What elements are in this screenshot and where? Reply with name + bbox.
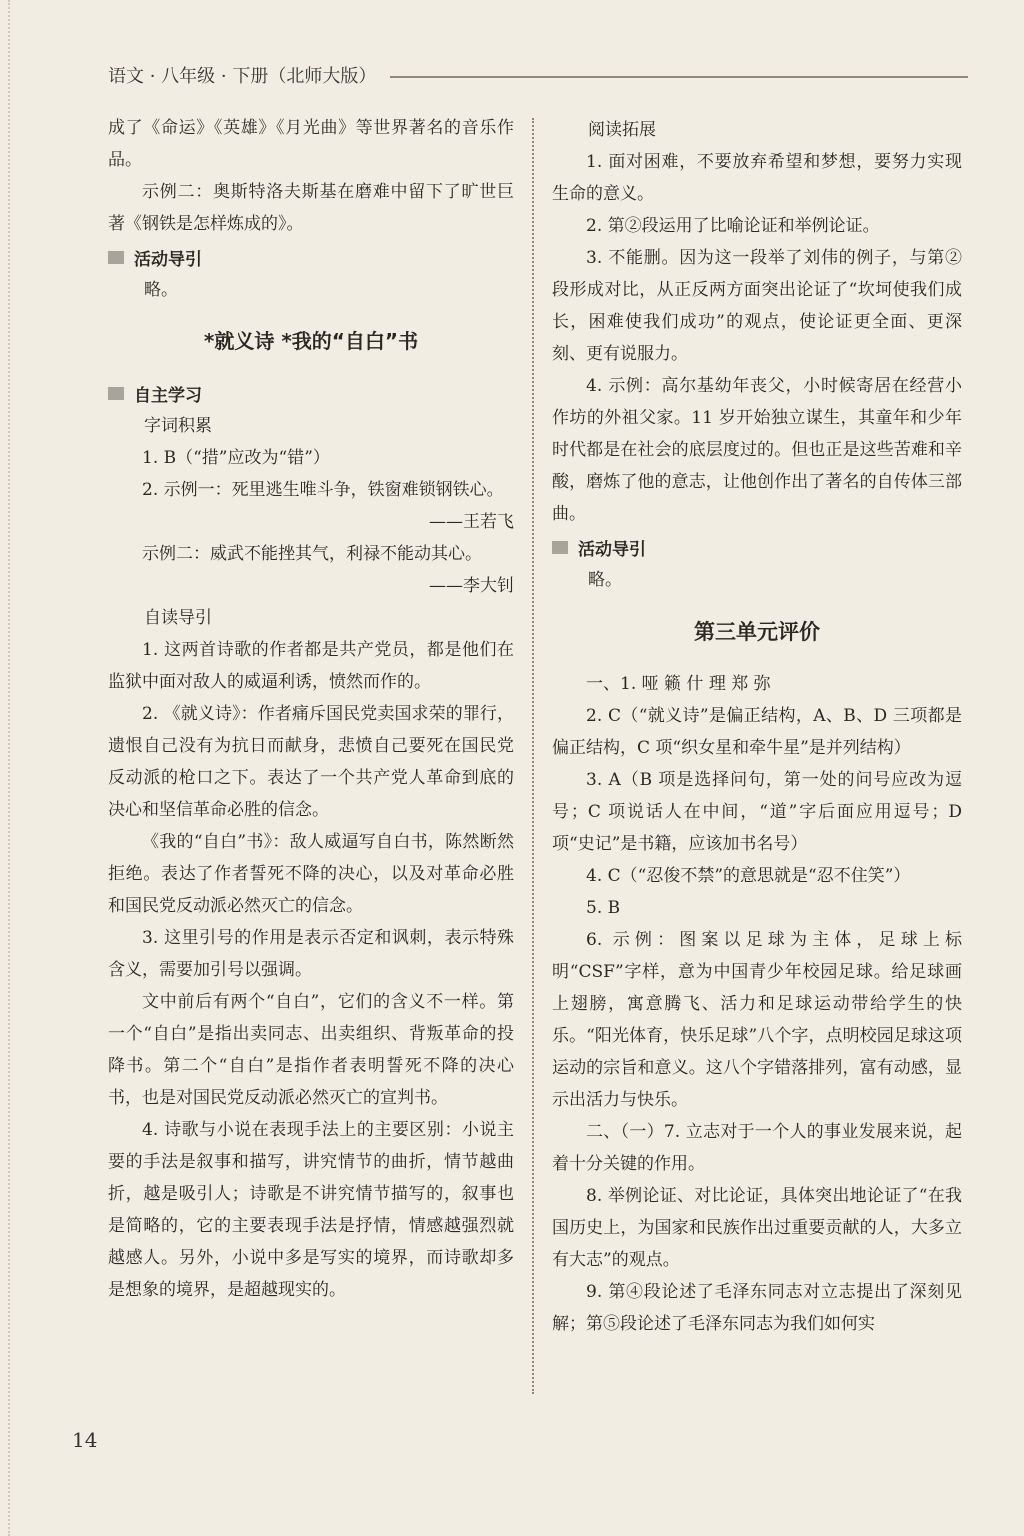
section-label: 活动导引 — [134, 249, 202, 270]
paragraph: 2. 《就义诗》：作者痛斥国民党卖国求荣的罪行，遗恨自己没有为抗日而献身，悲愤自己要死在国民党反动派的枪口之下。表达了一个共产党人革命到底的决心和坚信革命必胜的信念。 — [108, 704, 514, 820]
paragraph: 成了《命运》《英雄》《月光曲》等世界著名的音乐作品。 — [108, 118, 514, 170]
paragraph: 略。 — [144, 280, 178, 300]
paragraph: 文中前后有两个“自白”，它们的含义不一样。第一个“自白”是指出卖同志、出卖组织、背叛革命的投降书。第二个“自白”是指作者表明誓死不降的决心书，也是对国民党反动派必然灭亡的宣判书。 — [108, 992, 514, 1108]
section-marker-icon — [108, 251, 124, 264]
right-column — [552, 114, 962, 1340]
paragraph: 3. 不能删。因为这一段举了刘伟的例子，与第②段形成对比，从正反两方面突出论证了“坎坷使我们成长，困难使我们成功”的观点，使论证更全面、更深刻、更有说服力。 — [552, 248, 962, 364]
paragraph: 6. 示例：图案以足球为主体，足球上标明“CSF”字样，意为中国青少年校园足球。给足球画上翅膀，寓意腾飞、活力和足球运动带给学生的快乐。“阳光体育，快乐足球”八个字，点明校园足球这项运动的宗旨和意义。这八个字错落排列，富有动感，显示出活力与快乐。 — [552, 930, 962, 1110]
left-column — [108, 112, 514, 1306]
paragraph: 5. B — [586, 898, 621, 918]
page-number: 14 — [72, 1428, 98, 1452]
paragraph: 4. 示例：高尔基幼年丧父，小时候寄居在经营小作坊的外祖父家。11 岁开始独立谋生，其童年和少年时代都是在社会的底层度过的。但也正是这些苦难和辛酸，磨炼了他的意志，让他创作出了著名的自传体三部曲。 — [552, 376, 962, 524]
paragraph: 3. A（B 项是选择问句，第一处的问号应改为逗号；C 项说话人在中间，“道”字后面应用逗号；D 项“史记”是书籍，应该加书名号） — [552, 770, 962, 854]
paragraph: 4. 诗歌与小说在表现手法上的主要区别：小说主要的手法是叙事和描写，讲究情节的曲折，情节越曲折，越是吸引人；诗歌是不讲究情节描写的，叙事也是简略的，它的主要表现手法是抒情，情感越强烈就越感人。另外，小说中多是写实的境界，而诗歌却多是想象的境界，是超越现实的。 — [108, 1120, 514, 1300]
column-divider — [532, 118, 534, 1394]
paragraph: 示例二：威武不能挫其气，利禄不能动其心。 — [142, 544, 482, 564]
paragraph: 1. 这两首诗歌的作者都是共产党员，都是他们在监狱中面对敌人的威逼利诱，愤然而作的。 — [108, 640, 514, 692]
paragraph: 1. B（“措”应改为“错”） — [142, 448, 330, 468]
paragraph: 4. C（“忍俊不禁”的意思就是“忍不住笑”） — [586, 866, 911, 886]
paragraph: 二、（一）7. 立志对于一个人的事业发展来说，起着十分关键的作用。 — [552, 1122, 962, 1174]
paragraph: 略。 — [588, 570, 622, 590]
section-heading-activity — [552, 530, 962, 564]
section-heading-study — [108, 376, 514, 410]
subheading-vocab: 字词积累 — [144, 416, 212, 436]
subheading-extension: 阅读拓展 — [588, 120, 656, 140]
page-header — [108, 58, 968, 92]
paragraph: 9. 第④段论述了毛泽东同志对立志提出了深刻见解；第⑤段论述了毛泽东同志为我们如何实 — [552, 1282, 962, 1334]
paragraph: 一、1. 哑 籁 什 理 郑 弥 — [586, 674, 771, 694]
attribution: ——李大钊 — [429, 576, 514, 596]
paragraph: 1. 面对困难，不要放弃希望和梦想，要努力实现生命的意义。 — [552, 152, 962, 204]
section-marker-icon — [552, 541, 568, 554]
paragraph: 《我的“自白”书》：敌人威逼写自白书，陈然断然拒绝。表达了作者誓死不降的决心，以及对革命必胜和国民党反动派必然灭亡的信念。 — [108, 832, 514, 916]
paragraph: 8. 举例论证、对比论证，具体突出地论证了“在我国历史上，为国家和民族作出过重要贡献的人，大多立有大志”的观点。 — [552, 1186, 962, 1270]
paragraph: 3. 这里引号的作用是表示否定和讽刺，表示特殊含义，需要加引号以强调。 — [108, 928, 514, 980]
paragraph: 2. 示例一：死里逃生唯斗争，铁窗难锁钢铁心。 — [142, 480, 504, 500]
paragraph: 2. 第②段运用了比喻论证和举例论证。 — [586, 216, 880, 236]
attribution: ——王若飞 — [429, 512, 514, 532]
binding-edge — [8, 0, 16, 1536]
paragraph: 示例二：奥斯特洛夫斯基在磨难中留下了旷世巨著《钢铁是怎样炼成的》。 — [108, 182, 514, 234]
section-heading-activity — [108, 240, 514, 274]
section-marker-icon — [108, 387, 124, 400]
subheading-reading: 自读导引 — [144, 608, 212, 628]
section-label: 自主学习 — [134, 385, 202, 406]
lesson-title: *就义诗 *我的“自白”书 — [203, 329, 419, 353]
section-label: 活动导引 — [578, 539, 646, 560]
paragraph: 2. C（“就义诗”是偏正结构，A、B、D 三项都是偏正结构，C 项“织女星和牵牛星”是并列结构） — [552, 706, 962, 758]
header-rule — [390, 76, 968, 78]
unit-title: 第三单元评价 — [694, 620, 820, 644]
header-title: 语文 · 八年级 · 下册（北师大版） — [108, 66, 377, 87]
